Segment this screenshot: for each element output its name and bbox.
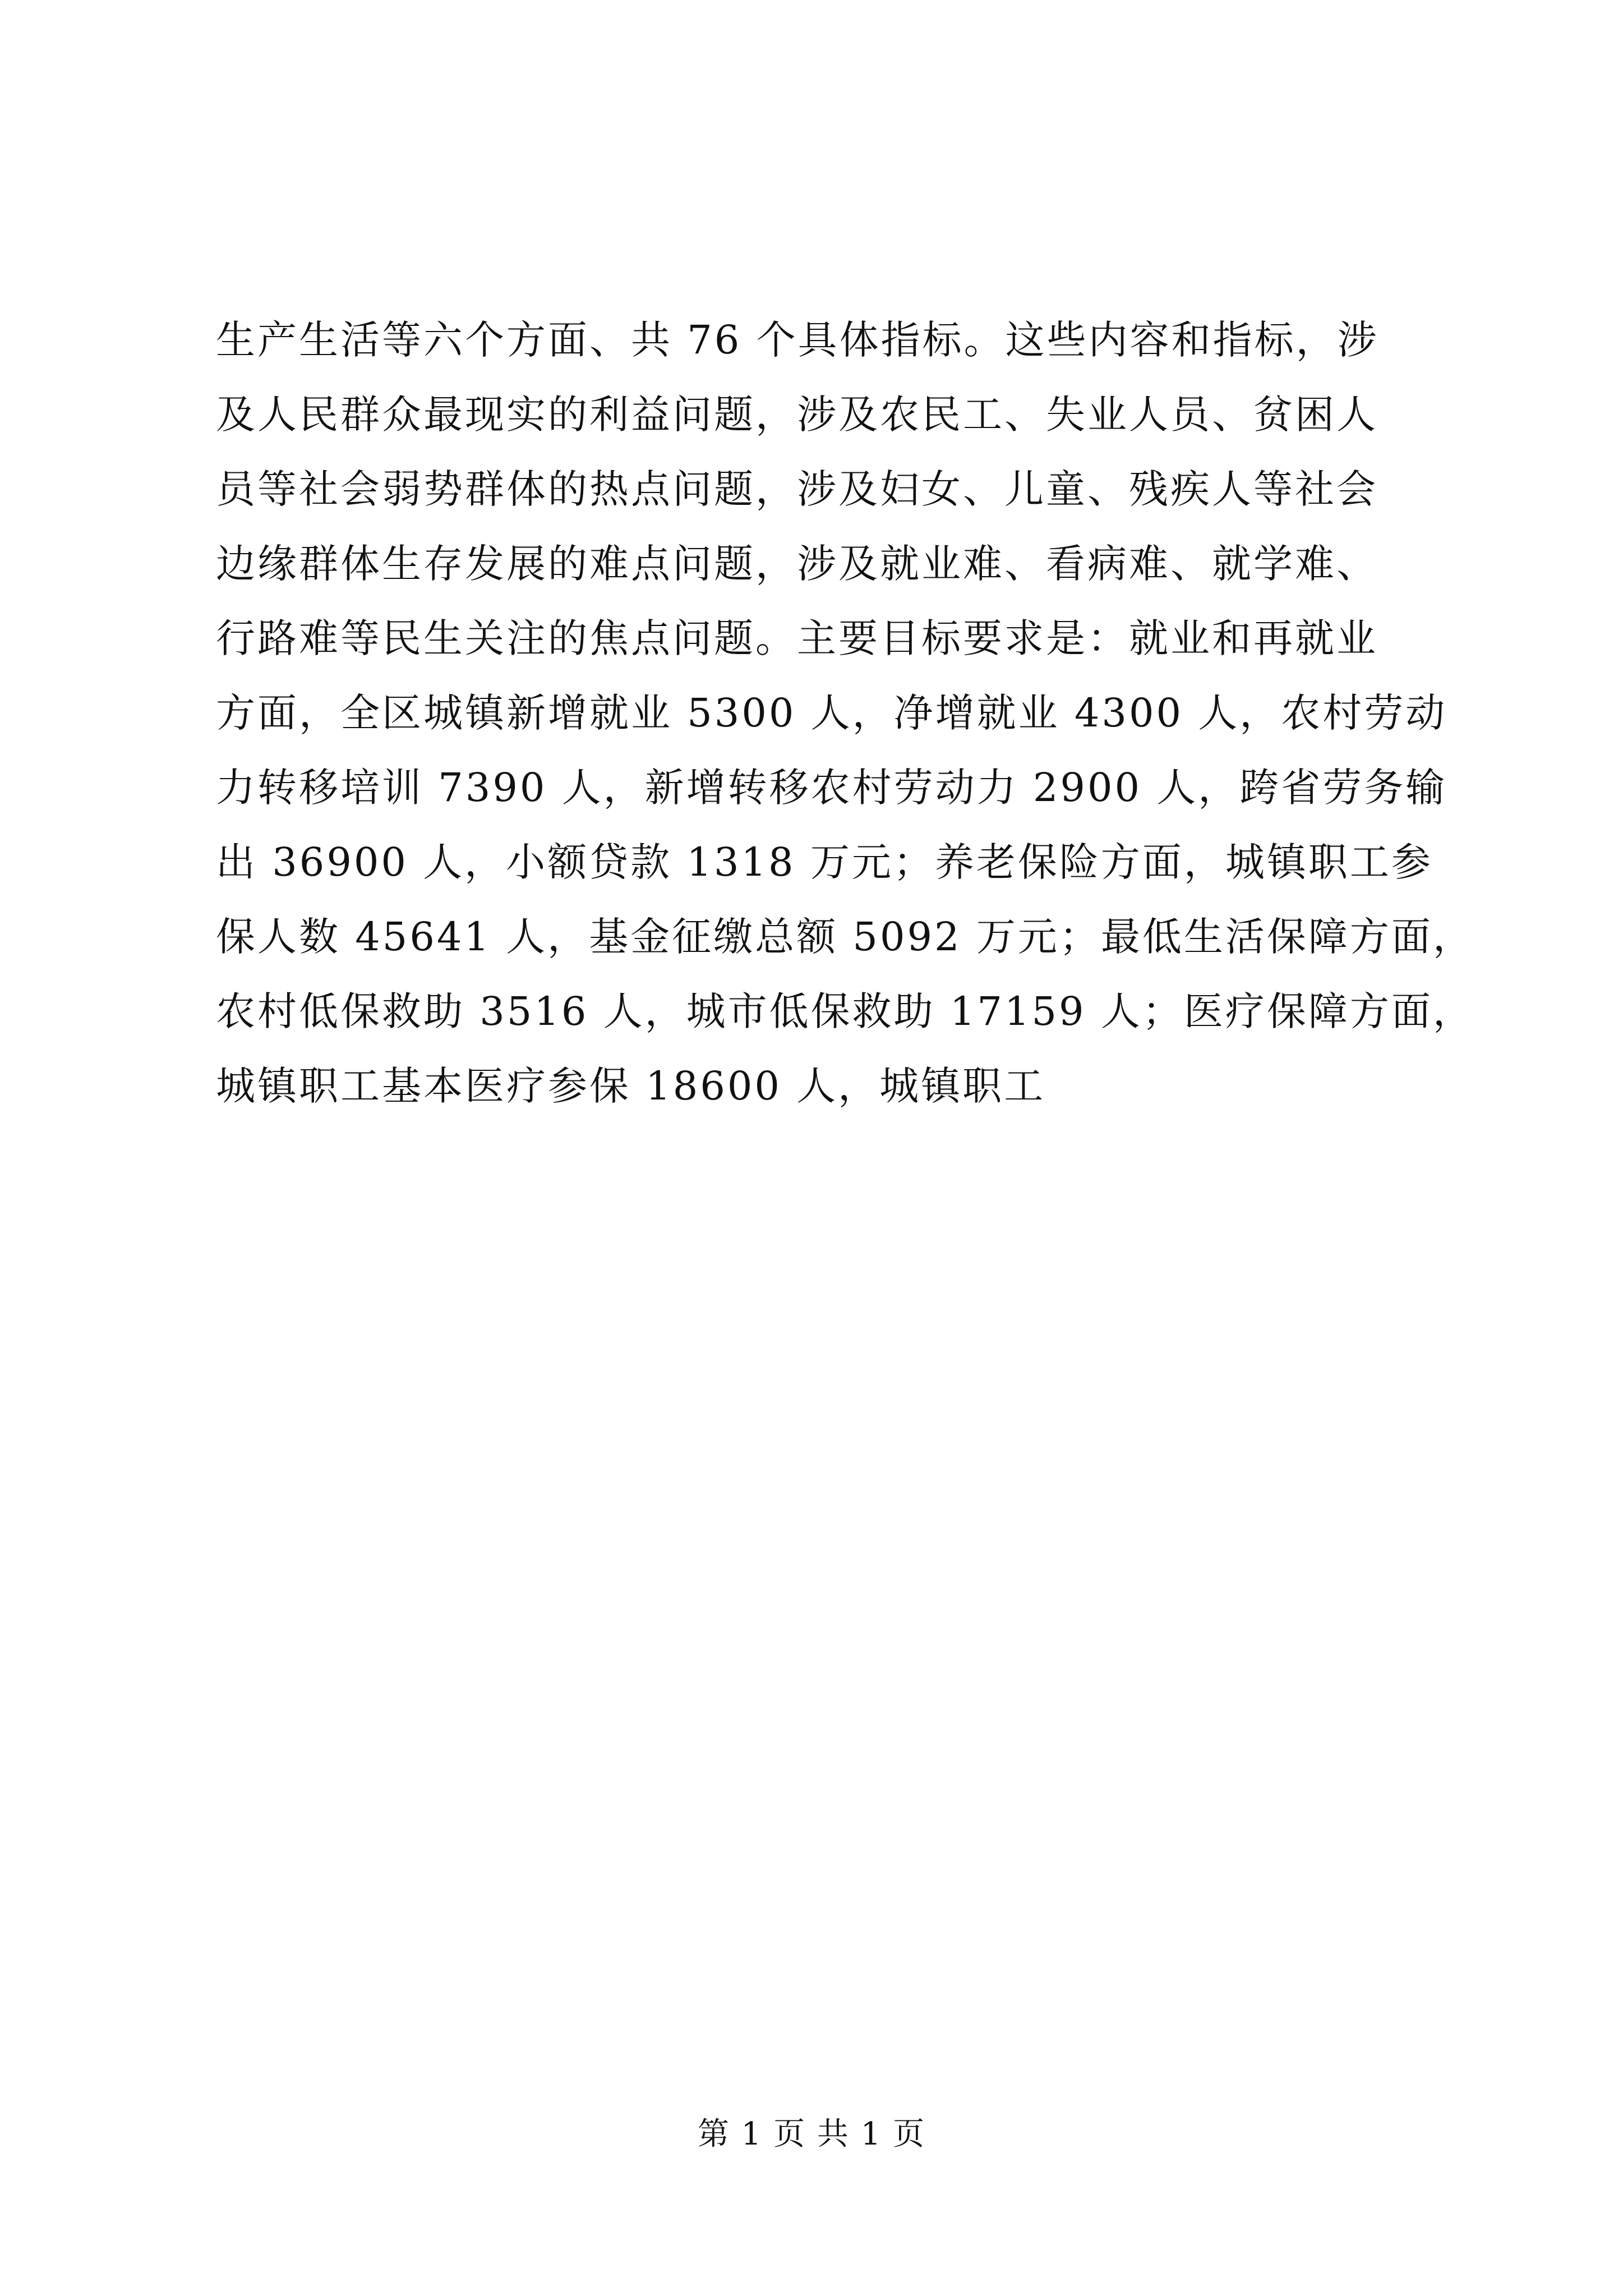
text-line-1: 生产生活等六个方面、共 76 个具体指标。这些内容和指标，涉 xyxy=(216,317,1379,363)
text-line-8: 出 36900 人，小额贷款 1318 万元；养老保险方面，城镇职工参 xyxy=(216,839,1433,885)
text-line-10: 农村低保救助 3516 人，城市低保救助 17159 人；医疗保障方面， xyxy=(216,988,1474,1034)
text-line-6: 方面，全区城镇新增就业 5300 人，净增就业 4300 人，农村劳动 xyxy=(216,690,1447,736)
text-line-4: 边缘群体生存发展的难点问题，涉及就业难、看病难、就学难、 xyxy=(216,541,1378,587)
text-line-11: 城镇职工基本医疗参保 18600 人，城镇职工 xyxy=(216,1063,1046,1109)
text-line-2: 及人民群众最现实的利益问题，涉及农民工、失业人员、贫困人 xyxy=(216,392,1378,438)
body-paragraph xyxy=(216,303,1474,1124)
text-line-7: 力转移培训 7390 人，新增转移农村劳动力 2900 人，跨省劳务输 xyxy=(216,765,1447,811)
text-line-3: 员等社会弱势群体的热点问题，涉及妇女、儿童、残疾人等社会 xyxy=(216,466,1378,512)
text-line-5: 行路难等民生关注的焦点问题。主要目标要求是：就业和再就业 xyxy=(216,615,1378,661)
page-footer: 第 1 页 共 1 页 xyxy=(697,2116,926,2152)
text-line-9: 保人数 45641 人，基金征缴总额 5092 万元；最低生活保障方面， xyxy=(216,914,1474,960)
